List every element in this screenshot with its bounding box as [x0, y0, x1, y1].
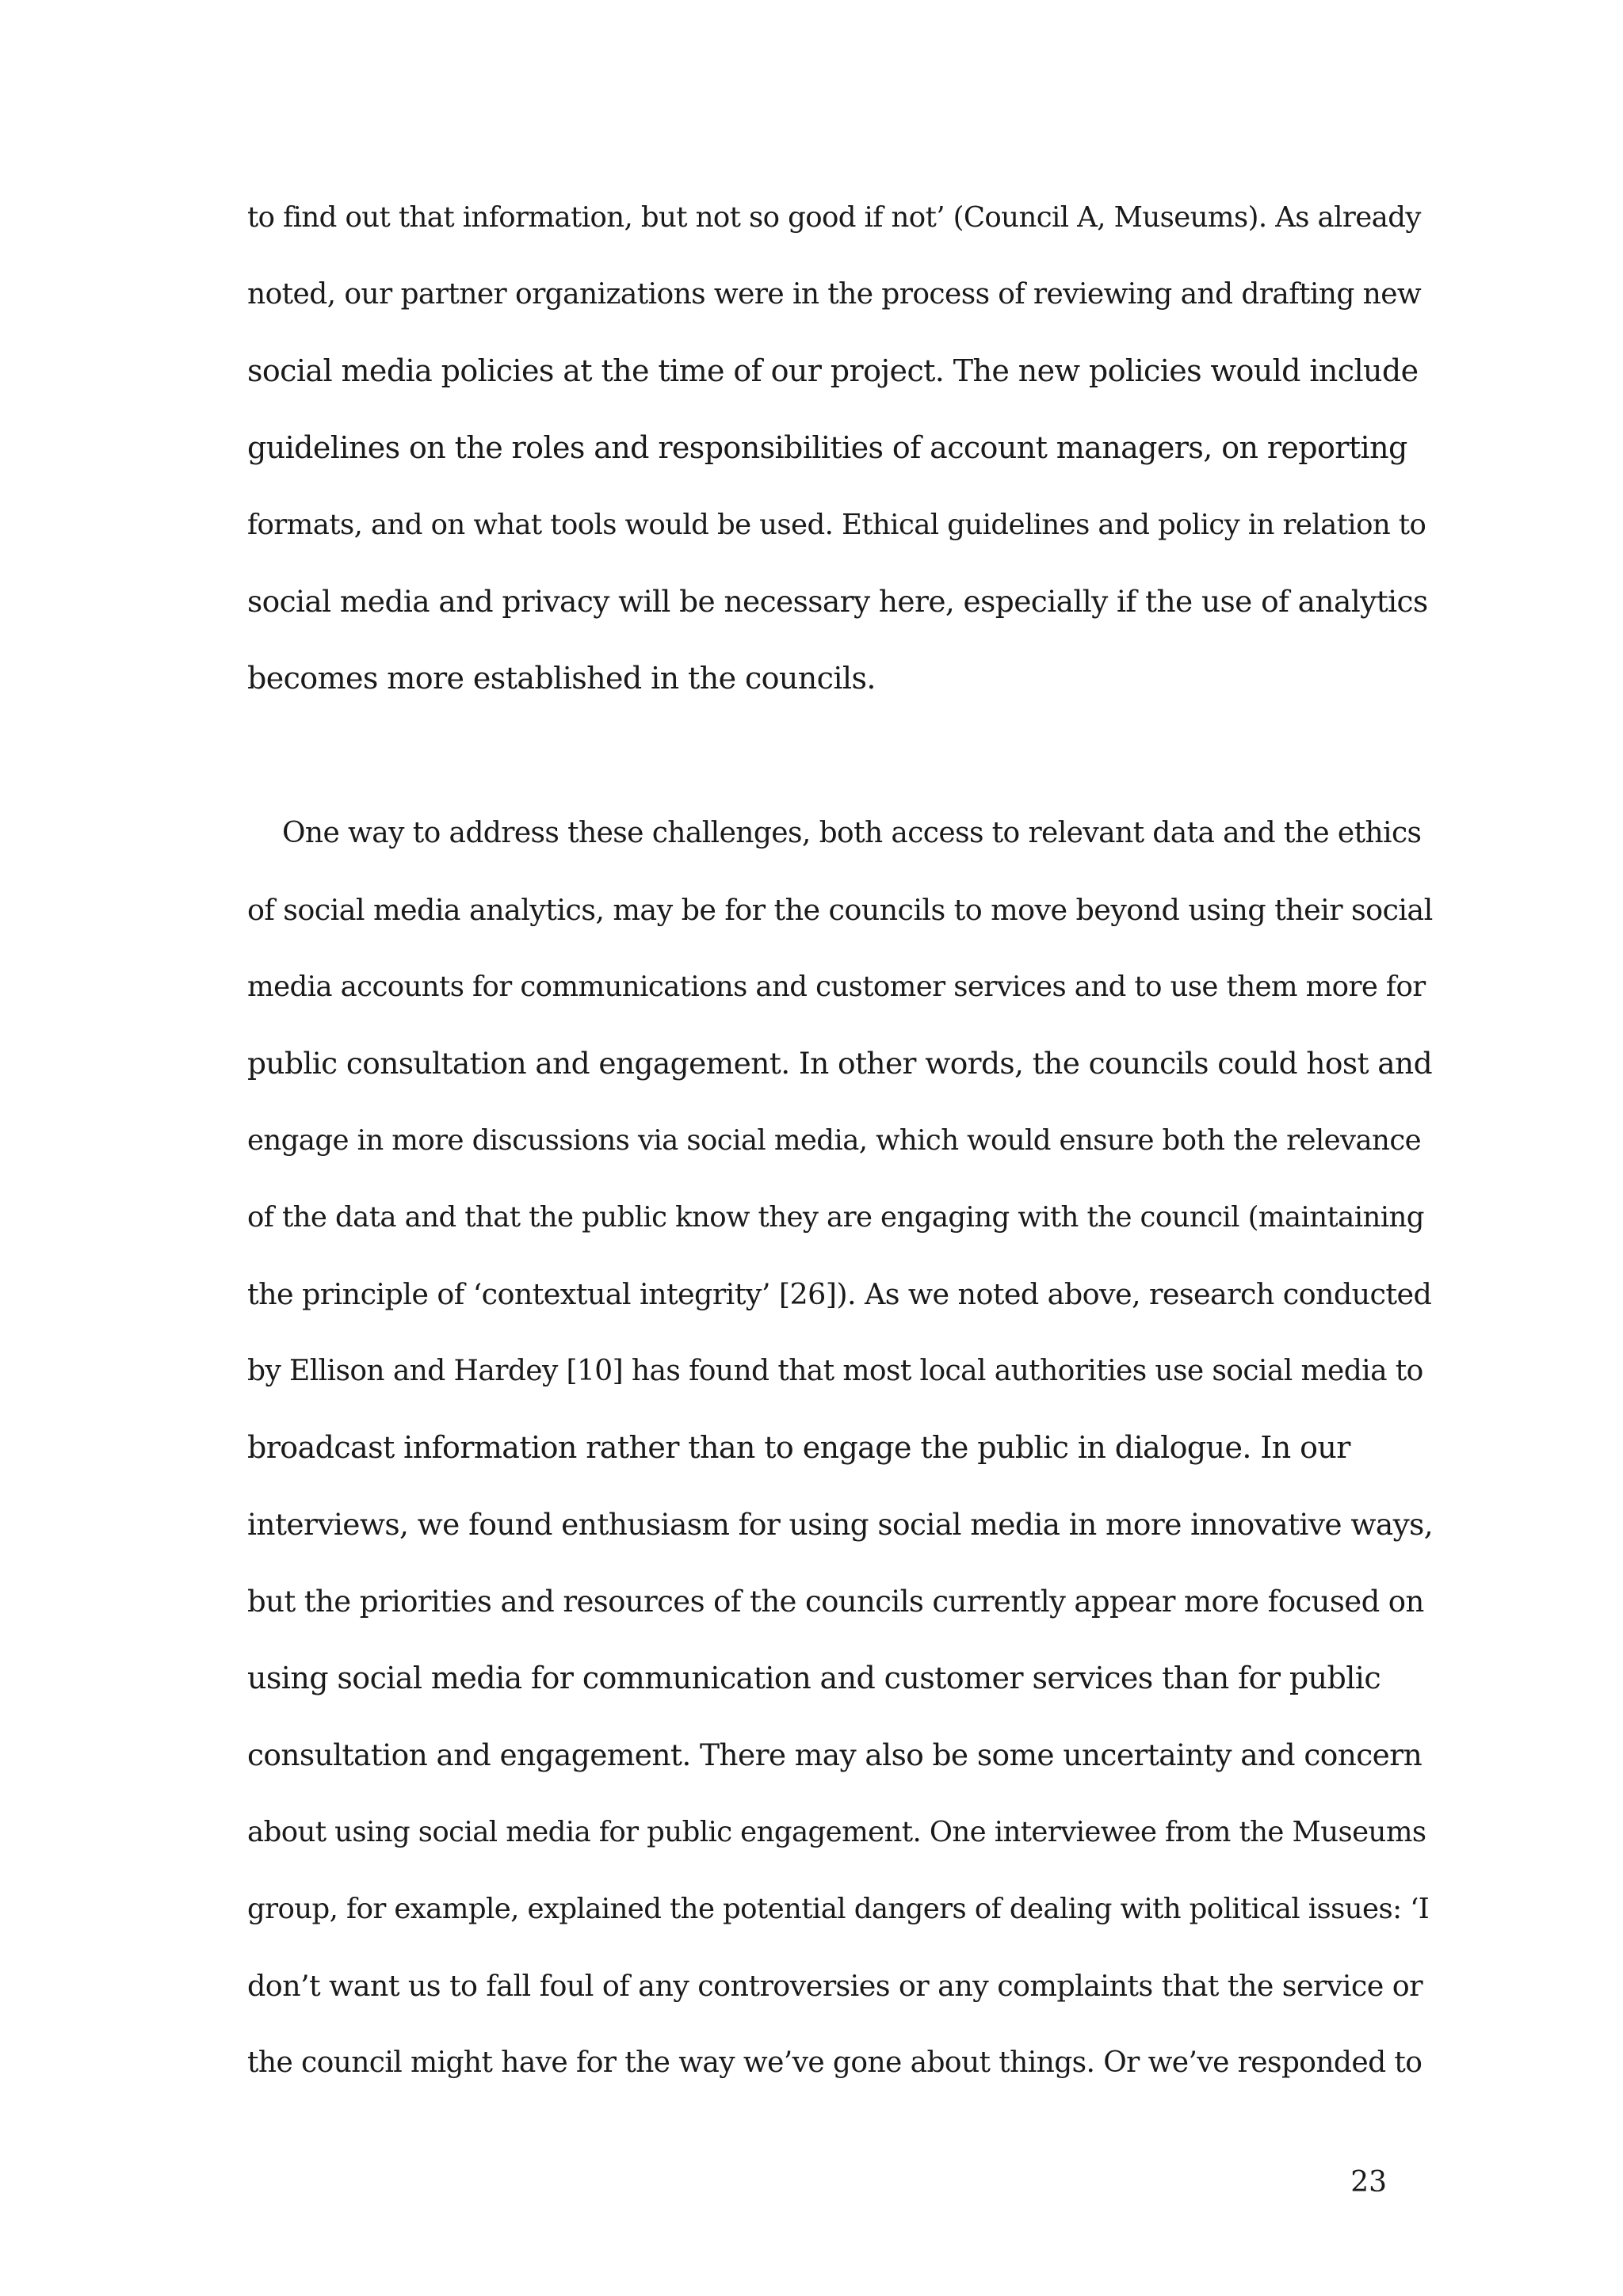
- text-line: of the data and that the public know they are engaging with the council (maintaining: [247, 1201, 1424, 1234]
- text-line: becomes more established in the councils.: [247, 661, 876, 696]
- text-line: guidelines on the roles and responsibilities of account managers, on reporting: [247, 430, 1407, 465]
- text-line: public consultation and engagement. In other words, the councils could host and: [247, 1046, 1432, 1081]
- text-line: but the priorities and resources of the councils currently appear more focused on: [247, 1585, 1424, 1619]
- text-line: group, for example, explained the potential dangers of dealing with political issues: ‘I: [247, 1893, 1430, 1925]
- text-line: don’t want us to fall foul of any controversies or any complaints that the service or: [247, 1969, 1423, 2003]
- text-line: noted, our partner organizations were in the process of reviewing and drafting new: [247, 278, 1422, 311]
- text-line: social media policies at the time of our project. The new policies would include: [247, 353, 1419, 388]
- text-line: consultation and engagement. There may also be some uncertainty and concern: [247, 1737, 1423, 1772]
- paragraph-1: [247, 179, 1436, 717]
- text-line: the principle of ‘contextual integrity’ [26]). As we noted above, research conducted: [247, 1277, 1432, 1311]
- text-line: engage in more discussions via social media, which would ensure both the relevance: [247, 1124, 1422, 1157]
- text-line: the council might have for the way we’ve gone about things. Or we’ve responded to: [247, 2046, 1423, 2079]
- text-line: broadcast information rather than to engage the public in dialogue. In our: [247, 1430, 1350, 1465]
- text-line: about using social media for public engagement. One interviewee from the Museums: [247, 1816, 1426, 1848]
- text-line: social media and privacy will be necessary here, especially if the use of analytics: [247, 584, 1428, 619]
- text-line: of social media analytics, may be for the councils to move beyond using their social: [247, 893, 1433, 927]
- text-line: formats, and on what tools would be used. Ethical guidelines and policy in relation to: [247, 509, 1426, 541]
- text-line: to find out that information, but not so good if not’ (Council A, Museums). As already: [247, 201, 1421, 234]
- text-line: by Ellison and Hardey [10] has found that most local authorities use social media to: [247, 1355, 1423, 1387]
- text-line: media accounts for communications and customer services and to use them more for: [247, 971, 1426, 1003]
- text-line: using social media for communication and customer services than for public: [247, 1661, 1381, 1695]
- text-line: One way to address these challenges, both access to relevant data and the ethics: [282, 817, 1422, 849]
- text-line: interviews, we found enthusiasm for using social media in more innovative ways,: [247, 1507, 1434, 1542]
- paragraph-2: [247, 795, 1436, 2101]
- page-number: 23: [1350, 2166, 1387, 2199]
